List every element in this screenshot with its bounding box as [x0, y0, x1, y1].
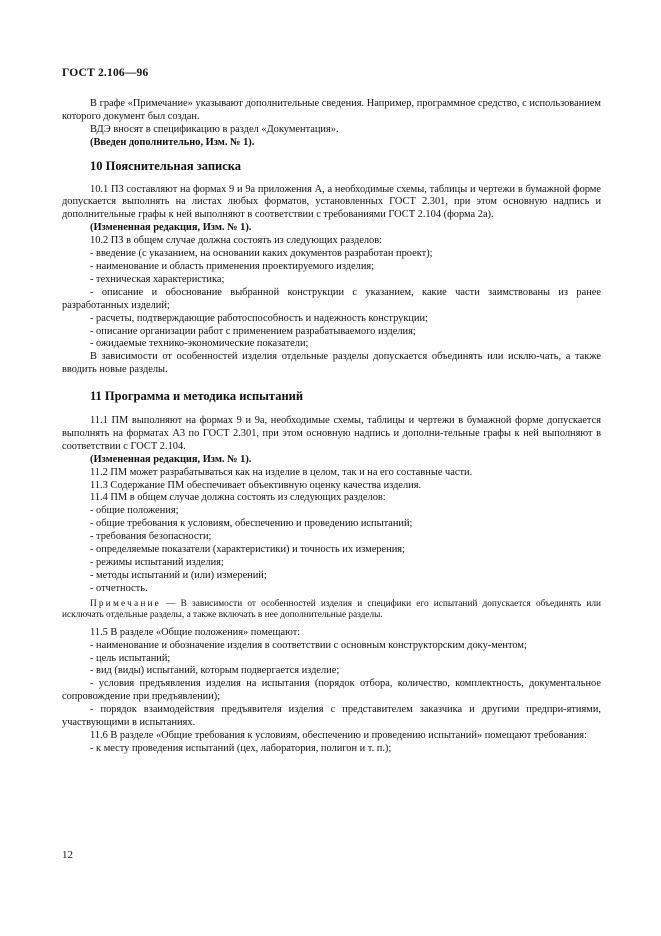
body-paragraph: 11.3 Содержание ПМ обеспечивает объективную оценку качества изделия. [90, 479, 422, 491]
body-paragraph: 10.2 ПЗ в общем случае должна состоять из следующих разделов: [90, 235, 383, 247]
body-paragraph: ВДЭ вносят в спецификацию в раздел «Документация». [90, 123, 339, 135]
body-paragraph: - порядок взаимодействия предъявителя изделия с представителем заказчика и другими предпри-ятиями, участвующими в испытаниях. [62, 704, 601, 729]
body-paragraph: 11.2 ПМ может разрабатываться как на изделие в целом, так и на его составные части. [90, 466, 473, 478]
body-paragraph: - ожидаемые технико-экономические показатели; [90, 338, 309, 350]
note-text: — В зависимости от особенностей изделия и специфики его испытаний допускается объединять или исключать отдельные разделы, а также включать в нее дополнительные разделы. [62, 598, 601, 621]
body-paragraph: - цель испытаний; [90, 652, 171, 664]
body-paragraph: - описание организации работ с применением разрабатываемого изделия; [90, 325, 416, 337]
body-paragraph: - расчеты, подтверждающие работоспособность и надежность конструкции; [90, 312, 428, 324]
body-paragraph: В зависимости от особенностей изделия отдельные разделы допускается объединять или исклю-чать, а также вводить новые разделы. [62, 351, 601, 376]
body-paragraph: - техническая характеристика; [90, 273, 225, 285]
edition-note: (Введен дополнительно, Изм. № 1). [90, 136, 255, 148]
body-paragraph: - требования безопасности; [90, 531, 212, 543]
body-paragraph: 11.4 ПМ в общем случае должна состоять из следующих разделов: [90, 492, 386, 504]
body-paragraph: - наименование и обозначение изделия в соответствии с основным конструкторским доку-ментом; [90, 639, 527, 651]
body-paragraph: - методы испытаний и (или) измерений; [90, 569, 267, 581]
body-paragraph: - наименование и область применения проектируемого изделия; [90, 260, 375, 272]
body-paragraph: 11.5 В разделе «Общие положения» помещают: [90, 626, 301, 638]
document-code-header: ГОСТ 2.106—96 [62, 67, 149, 79]
body-paragraph: - введение (с указанием, на основании каких документов разработан проект); [90, 248, 433, 260]
edition-note: (Измененная редакция, Изм. № 1). [90, 222, 252, 234]
section-heading: 10 Пояснительная записка [90, 158, 242, 173]
body-paragraph: - определяемые показатели (характеристики) и точность их измерения; [90, 544, 405, 556]
page-number: 12 [62, 849, 73, 861]
body-paragraph: - вид (виды) испытаний, которым подвергается изделие; [90, 665, 340, 677]
body-paragraph: 11.6 В разделе «Общие требования к условиям, обеспечению и проведению испытаний» помещают требования: [90, 729, 587, 741]
note-label: Примечание [90, 598, 161, 609]
body-paragraph: - отчетность. [90, 582, 148, 594]
edition-note: (Измененная редакция, Изм. № 1). [90, 453, 252, 465]
body-paragraph: В графе «Примечание» указывают дополнительные сведения. Например, программное средство, с использованием которого документ был создан. [62, 98, 601, 122]
body-paragraph: - общие положения; [90, 505, 179, 517]
body-paragraph: - условия предъявления изделия на испытания (порядок отбора, количество, комплектность, документальное сопровождение при предъявлении); [62, 678, 601, 703]
body-paragraph: 11.1 ПМ выполняют на формах 9 и 9а, необходимые схемы, таблицы и чертежи в бумажной форме допускается выполнять на форматах А3 по ГОСТ 2.301, при этом основную надпись и дополни-тельные графы к ней выполняют в соответствии с ГОСТ 2.104. [62, 415, 601, 452]
body-paragraph: - общие требования к условиям, обеспечению и проведению испытаний; [90, 518, 413, 530]
body-paragraph: - режимы испытаний изделия; [90, 557, 224, 568]
body-paragraph: - к месту проведения испытаний (цех, лаборатория, полигон и т. п.); [90, 742, 392, 754]
body-paragraph: 10.1 ПЗ составляют на формах 9 и 9а приложения А, а необходимые схемы, таблицы и чертежи в бумажной форме допускается выполнять на листах любых форматов, установленных ГОСТ 2.301, при этом основную надпись и дополнительные графы к ней выполняют в соответствии с требованиями ГОСТ 2.104 (форма 2а). [62, 183, 601, 221]
note-paragraph [62, 599, 601, 622]
document-body [62, 98, 601, 756]
section-heading: 11 Программа и методика испытаний [90, 389, 304, 404]
body-paragraph: - описание и обоснование выбранной конструкции с указанием, какие части заимствованы из ранее разработанных изделий; [62, 286, 601, 311]
